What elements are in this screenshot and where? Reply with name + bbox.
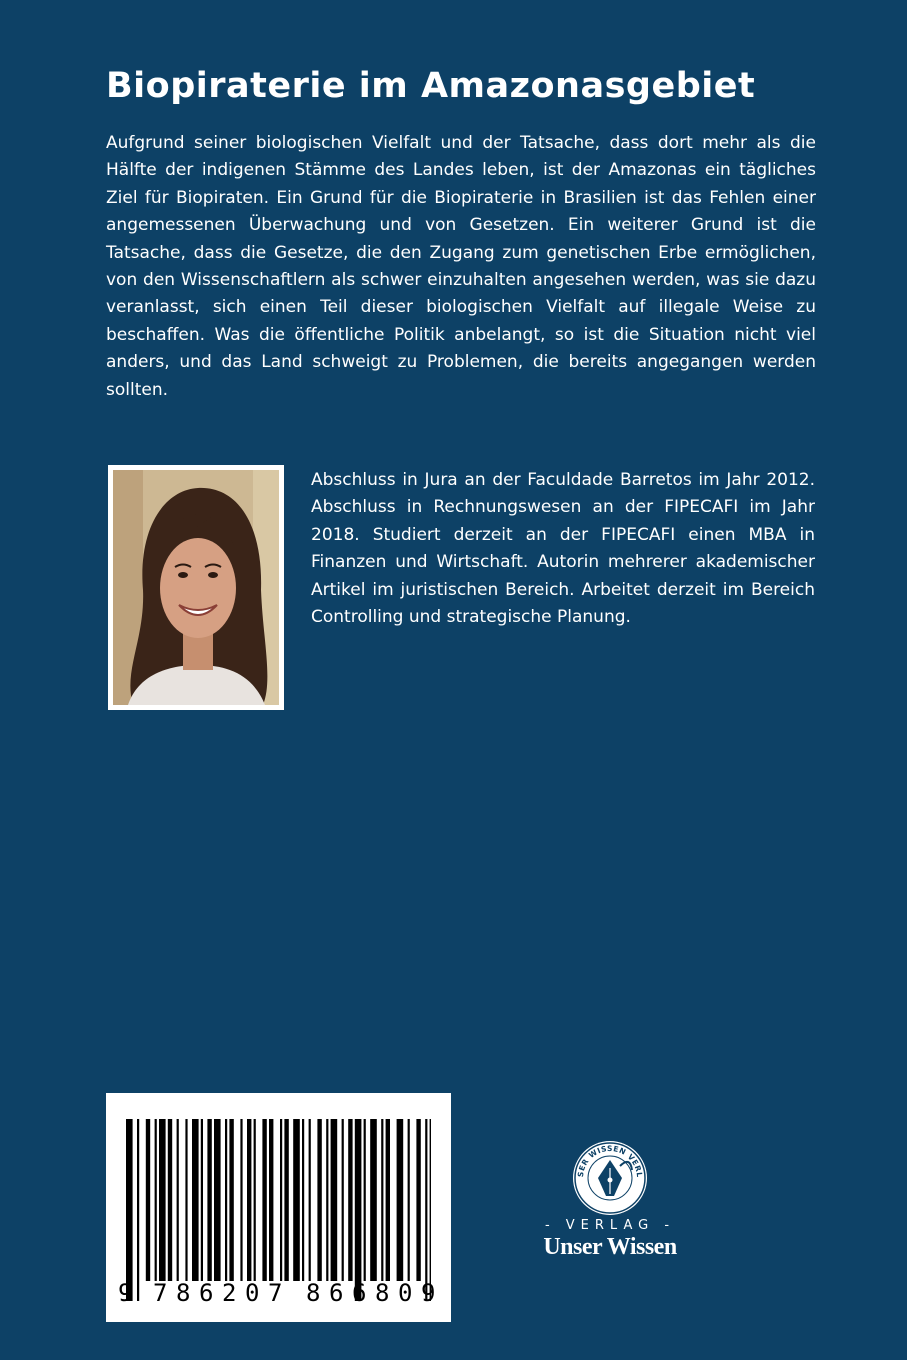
barcode-bar: [229, 1119, 233, 1281]
isbn-digits: [118, 1279, 438, 1309]
barcode-bar: [397, 1119, 404, 1281]
isbn-digit: 8: [176, 1279, 191, 1307]
book-blurb: Aufgrund seiner biologischen Vielfalt und der Tatsache, dass dort mehr als die Hälfte der indigenen Stämme des Landes leben, ist der Amazonas ein tägliches Ziel für Biopiraten. Ein Grund für die Biopiraterie in Brasilien ist das Fehlen einer angemessenen Überwachung und von Gesetzen. Ein weiterer Grund ist die Tatsache, dass die Gesetze, die den Zugang zum genetischen Erbe ermöglichen, von den Wissenschaftlern als schwer einzuhalten angesehen werden, was sie dazu veranlasst, sich einen Teil dieser biologischen Vielfalt auf illegale Weise zu beschaffen. Was die öffentliche Politik anbelangt, so ist die Situation nicht viel anders, und das Land schweigt zu Problemen, die bereits angegangen werden sollten.: [106, 133, 816, 400]
barcode-bar: [207, 1119, 211, 1281]
barcode-bar: [408, 1119, 410, 1281]
barcode-bar: [430, 1119, 431, 1301]
author-photo-frame: [108, 465, 284, 710]
barcode-bar: [146, 1119, 150, 1281]
barcode-bar: [280, 1119, 282, 1281]
barcode-bar: [247, 1119, 251, 1281]
barcode-bar: [168, 1119, 172, 1281]
barcode-bar: [254, 1119, 256, 1281]
author-bio: Abschluss in Jura an der Faculdade Barretos im Jahr 2012. Abschluss in Rechnungswesen an der FIPECAFI im Jahr 2018. Studiert derzeit an der FIPECAFI einen MBA in Finanzen und Wirtschaft. Autorin mehrerer akademischer Artikel im juristischen Bereich. Arbeitet derzeit im Bereich Controlling und strategische Planung.: [311, 470, 815, 628]
barcode-bar: [240, 1119, 242, 1281]
isbn-digit: 0: [398, 1279, 413, 1307]
isbn-digit: 6: [329, 1279, 344, 1307]
isbn-digit: 7: [268, 1279, 283, 1307]
book-title: Biopiraterie im Amazonasgebiet: [106, 66, 756, 106]
barcode-bar: [317, 1119, 321, 1281]
barcode-bar: [201, 1119, 203, 1281]
barcode-bar: [348, 1119, 352, 1281]
barcode-bar: [309, 1119, 311, 1281]
barcode-bar: [355, 1119, 362, 1301]
publisher-logo: [520, 1138, 700, 1268]
barcode-bar: [185, 1119, 187, 1281]
barcode-bar: [159, 1119, 166, 1281]
author-photo: [113, 470, 279, 705]
isbn-digit: 0: [245, 1279, 260, 1307]
barcode-bar: [342, 1119, 344, 1281]
isbn-digit: 2: [222, 1279, 237, 1307]
publisher-name: Unser Wissen: [543, 1234, 677, 1260]
barcode-bar: [416, 1119, 420, 1281]
isbn-digit: 8: [306, 1279, 321, 1307]
barcode-bar: [225, 1119, 227, 1281]
isbn-digit: 7: [153, 1279, 168, 1307]
barcode-bar: [269, 1119, 273, 1281]
barcode-bar: [137, 1119, 139, 1301]
barcode-bar: [262, 1119, 266, 1281]
barcode-bar: [293, 1119, 300, 1281]
seal-text: SER WISSEN VERL: [575, 1143, 645, 1179]
barcode-bar: [364, 1119, 366, 1281]
isbn-barcode: [106, 1093, 451, 1322]
author-portrait-illustration: [113, 470, 279, 705]
isbn-digit: 9: [421, 1279, 436, 1307]
barcode-bar: [177, 1119, 179, 1281]
barcode-bar: [425, 1119, 427, 1301]
barcode-bar: [381, 1119, 383, 1281]
barcode-bar: [155, 1119, 157, 1281]
barcode-bar: [331, 1119, 338, 1281]
barcode-bar: [284, 1119, 288, 1281]
barcode-bar: [192, 1119, 199, 1281]
barcode-bar: [126, 1119, 133, 1301]
isbn-digit: 9: [118, 1279, 133, 1307]
barcode-bar: [370, 1119, 377, 1281]
isbn-digit: 8: [375, 1279, 390, 1307]
barcode-bar: [386, 1119, 390, 1281]
barcode-bar: [214, 1119, 221, 1281]
isbn-digit: 6: [352, 1279, 367, 1307]
isbn-digit: 6: [199, 1279, 214, 1307]
pen-nib-seal-icon: [520, 1138, 700, 1218]
publisher-verlag-label: - VERLAG -: [544, 1218, 676, 1233]
barcode-bar: [302, 1119, 304, 1281]
barcode-bar: [326, 1119, 328, 1281]
